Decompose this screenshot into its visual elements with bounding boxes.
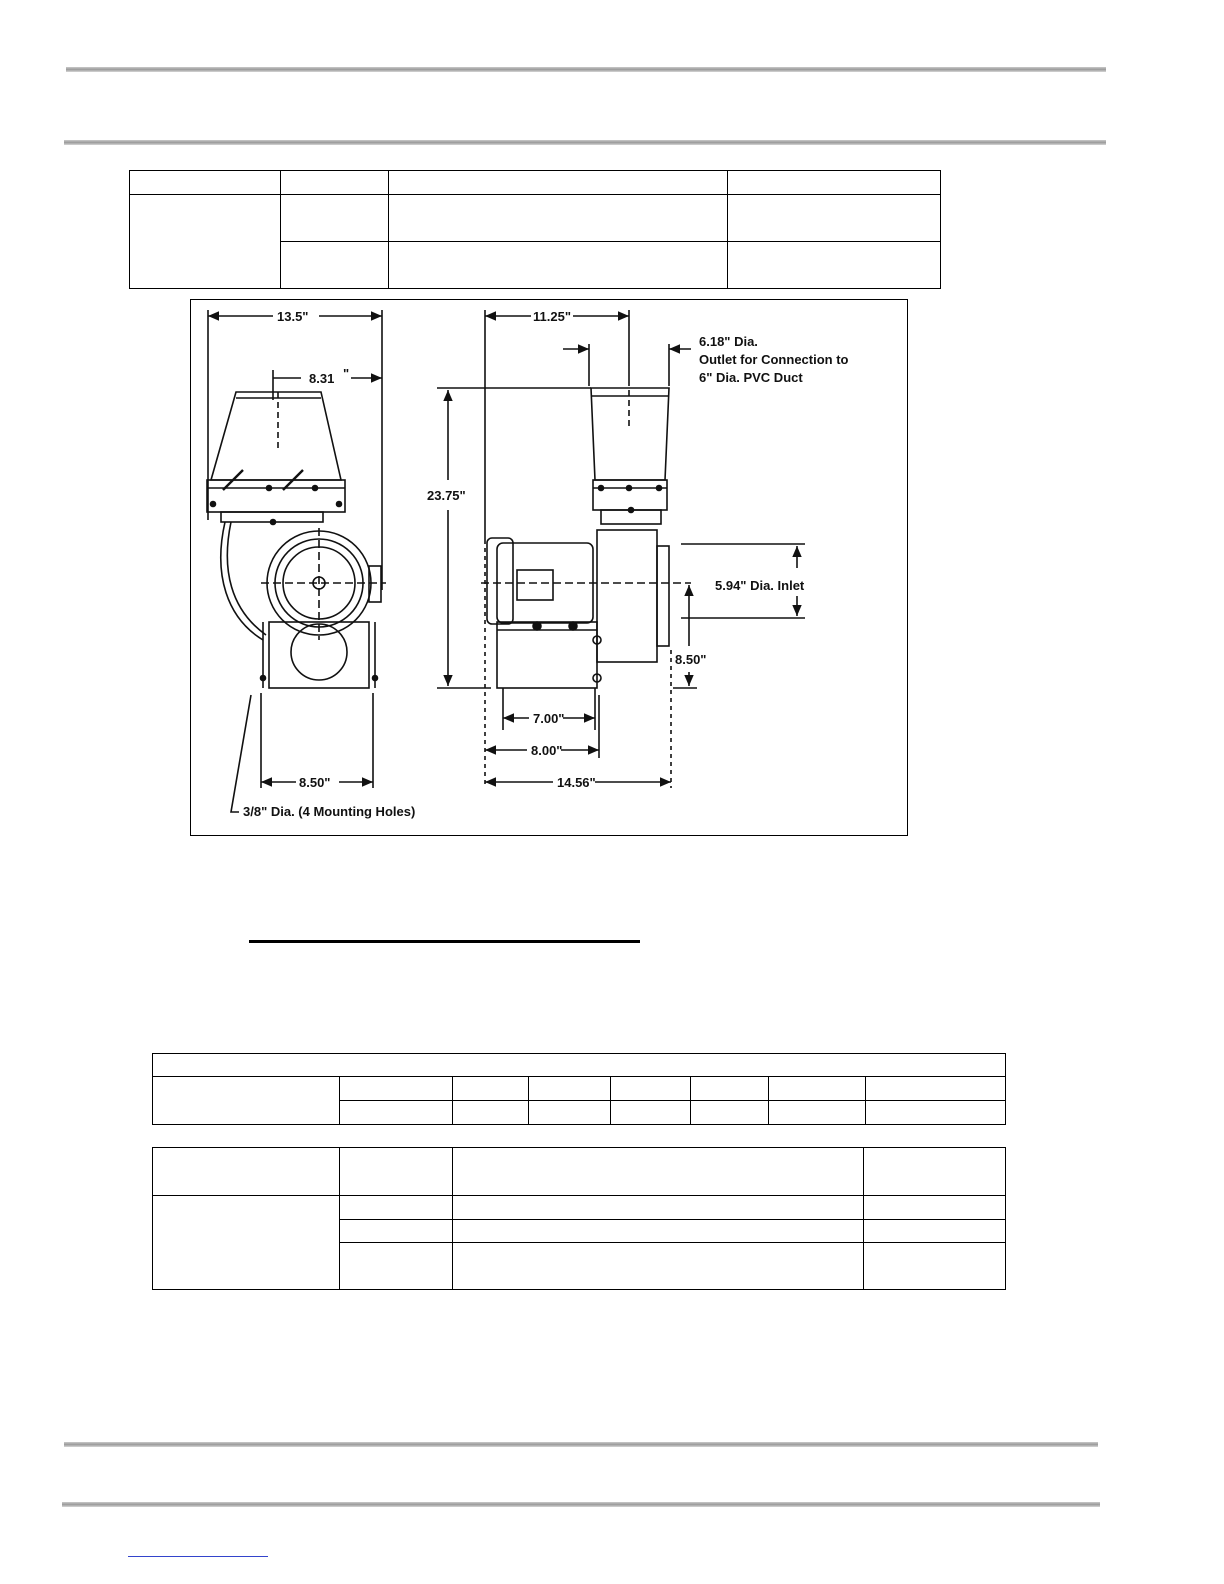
dim-base-outer: 8.00" [531,743,563,758]
table-cell [281,195,389,242]
table-cell [728,242,941,289]
front-view [207,310,386,812]
table-cell [340,1243,453,1290]
table-cell [389,195,728,242]
header-rule-top [66,67,1106,72]
table-cell [453,1101,529,1125]
table-cell [153,1077,340,1125]
dim-outlet-line1: 6.18" Dia. [699,334,758,349]
table-cell [340,1077,453,1101]
table-cell [453,1220,864,1243]
table-cell [529,1101,611,1125]
table-cell [611,1077,691,1101]
table-cell [728,195,941,242]
table-cell [340,1196,453,1220]
blower-dimension-drawing [190,299,908,836]
side-view-labels [427,309,849,790]
dim-height: 23.75" [427,488,466,503]
table-cell [864,1196,1006,1220]
table-cell [864,1220,1006,1243]
table-cell [453,1243,864,1290]
dim-offset-suffix: " [343,366,350,381]
footer-rule-top [64,1442,1098,1447]
dim-overall-depth: 14.56" [557,775,596,790]
drawing-svg [191,300,907,835]
table-cell [864,1148,1006,1196]
front-view-labels [243,309,415,819]
table-cell [281,242,389,289]
table-cell [866,1077,1006,1101]
dim-outlet-line3: 6" Dia. PVC Duct [699,370,803,385]
table-cell [453,1196,864,1220]
footer-link-underline[interactable] [128,1556,268,1557]
table-cell [769,1101,866,1125]
table-cell [153,1148,340,1196]
table-cell [866,1101,1006,1125]
table-cell [691,1077,769,1101]
dim-inlet: 5.94" Dia. Inlet [715,578,805,593]
spec-table-top [129,170,941,289]
table-cell [130,195,281,289]
table-cell [130,171,281,195]
table-cell [389,242,728,289]
table-cell [340,1220,453,1243]
section-heading-underline [249,940,640,943]
table-cell [340,1101,453,1125]
table-cell [769,1077,866,1101]
table-cell [389,171,728,195]
dim-inlet-height: 8.50" [675,652,707,667]
table-cell [153,1196,340,1290]
dim-base-width: 8.50" [299,775,331,790]
table-cell [281,171,389,195]
table-cell [153,1054,1006,1077]
dim-offset-width: 8.31 [309,371,335,386]
dim-top-width: 11.25" [533,309,571,324]
dim-base-inner: 7.00" [533,711,565,726]
table-cell [728,171,941,195]
header-rule-bottom [64,140,1106,145]
table-cell [453,1077,529,1101]
table-cell [864,1243,1006,1290]
dim-mounting-holes: 3/8" Dia. (4 Mounting Holes) [243,804,416,819]
table-cell [453,1148,864,1196]
spec-table-middle [152,1053,1006,1125]
spec-table-bottom [152,1147,1006,1290]
table-cell [340,1148,453,1196]
dim-outlet-line2: Outlet for Connection to [699,352,849,367]
table-cell [611,1101,691,1125]
dim-overall-width: 13.5" [277,309,309,324]
footer-rule-bottom [62,1502,1100,1507]
table-cell [529,1077,611,1101]
table-cell [691,1101,769,1125]
